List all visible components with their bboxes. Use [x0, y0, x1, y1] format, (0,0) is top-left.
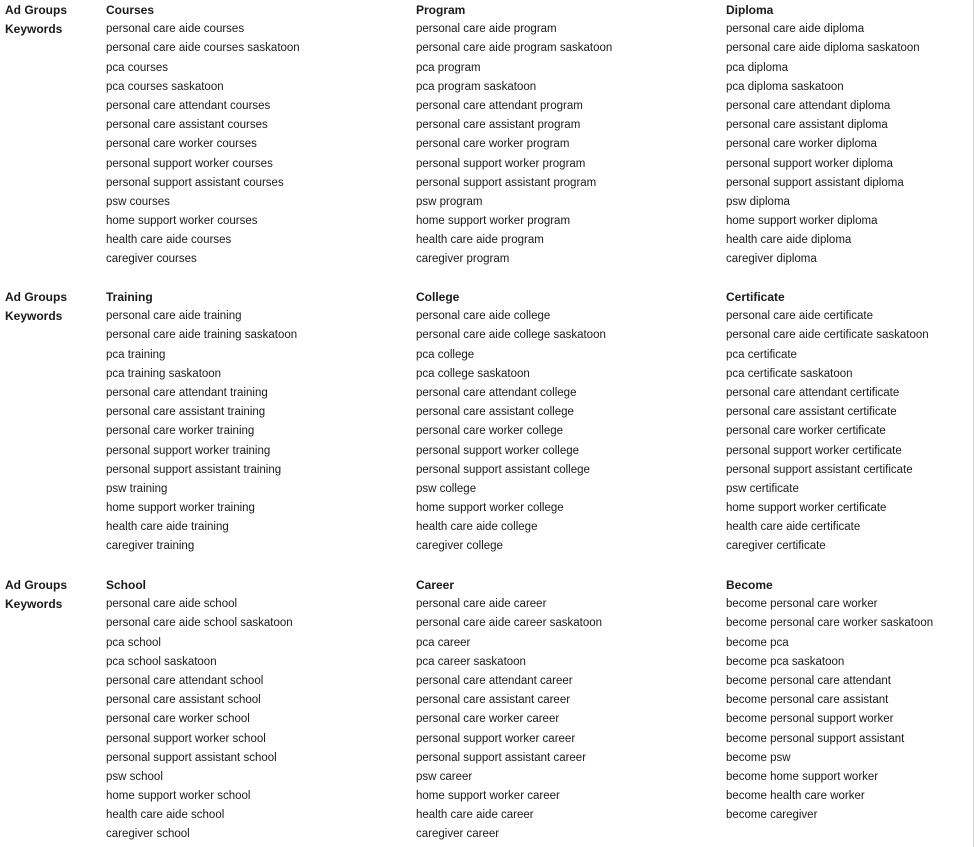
keyword-item: become pca saskatoon — [726, 655, 845, 668]
keyword-item: personal support assistant college — [416, 463, 590, 476]
keyword-item: personal support assistant courses — [106, 176, 284, 189]
keywords-label: Keywords — [5, 309, 63, 324]
keyword-item: pca training — [106, 348, 166, 361]
keyword-item: personal care attendant training — [106, 386, 268, 399]
keyword-item: psw courses — [106, 195, 170, 208]
keyword-item: become personal support worker — [726, 713, 894, 726]
ad-groups-label: Ad Groups — [5, 290, 67, 304]
keyword-item: personal care assistant training — [106, 406, 266, 419]
keyword-item: personal care attendant career — [416, 674, 573, 687]
keyword-item: personal care aide program saskatoon — [416, 42, 613, 55]
keyword-item: health care aide college — [416, 521, 538, 534]
keyword-item: personal care aide college saskatoon — [416, 329, 606, 342]
keyword-item: psw program — [416, 195, 483, 208]
keyword-item: become personal support assistant — [726, 732, 905, 745]
keyword-list — [726, 20, 920, 269]
keyword-item: become personal care worker — [726, 598, 878, 611]
ad-groups-label: Ad Groups — [5, 578, 67, 592]
keyword-item: pca training saskatoon — [106, 367, 222, 380]
keyword-item: personal support worker diploma — [726, 157, 893, 170]
keyword-list — [416, 307, 606, 556]
keyword-item: personal support assistant training — [106, 463, 282, 476]
keyword-item: health care aide training — [106, 521, 229, 534]
ad-groups-label: Ad Groups — [5, 3, 67, 17]
keyword-item: become pca — [726, 636, 789, 649]
keyword-item: personal care attendant school — [106, 674, 264, 687]
keyword-list — [416, 20, 612, 269]
keyword-item: personal care assistant program — [416, 119, 581, 132]
keyword-item: home support worker diploma — [726, 215, 878, 228]
ad-group-title: Program — [416, 3, 466, 17]
keyword-item: health care aide school — [106, 809, 225, 822]
keyword-item: pca certificate — [726, 348, 797, 361]
keyword-item: caregiver courses — [106, 253, 197, 266]
keyword-item: pca college — [416, 348, 475, 361]
ad-group-title: Certificate — [726, 290, 785, 304]
keyword-item: personal care attendant college — [416, 386, 577, 399]
keyword-item: personal care aide diploma saskatoon — [726, 42, 920, 55]
keyword-item: home support worker training — [106, 502, 255, 515]
keyword-item: personal care assistant courses — [106, 119, 268, 132]
keyword-item: personal support worker college — [416, 444, 580, 457]
keyword-item: psw college — [416, 482, 477, 495]
keyword-item: personal support worker certificate — [726, 444, 902, 457]
keyword-item: health care aide diploma — [726, 234, 852, 247]
keyword-item: personal care assistant certificate — [726, 406, 897, 419]
keyword-item: personal support assistant career — [416, 751, 587, 764]
keyword-item: caregiver diploma — [726, 253, 817, 266]
keyword-item: become psw — [726, 751, 791, 764]
keyword-item: personal care aide training — [106, 310, 242, 323]
keyword-item: health care aide program — [416, 234, 544, 247]
keyword-item: personal support assistant diploma — [726, 176, 904, 189]
ad-group-title: Courses — [106, 3, 155, 17]
keyword-item: caregiver training — [106, 540, 195, 553]
keyword-item: become health care worker — [726, 790, 865, 803]
keyword-item: pca career — [416, 636, 471, 649]
keyword-item: caregiver college — [416, 540, 503, 553]
keyword-list — [726, 307, 929, 556]
keyword-item: psw school — [106, 770, 163, 783]
keyword-item: personal support worker program — [416, 157, 586, 170]
keyword-item: personal care aide college — [416, 310, 551, 323]
keyword-item: personal care aide program — [416, 23, 557, 36]
keyword-list — [106, 20, 300, 269]
keyword-item: become personal care attendant — [726, 674, 891, 687]
keyword-item: home support worker certificate — [726, 502, 887, 515]
keyword-item: become home support worker — [726, 770, 879, 783]
keyword-item: psw diploma — [726, 195, 790, 208]
keyword-item: personal care worker certificate — [726, 425, 886, 438]
keyword-item: personal support worker courses — [106, 157, 273, 170]
keyword-item: personal care worker diploma — [726, 138, 877, 151]
keyword-item: pca courses saskatoon — [106, 80, 224, 93]
keyword-item: personal support assistant school — [106, 751, 277, 764]
keyword-item: personal care assistant diploma — [726, 119, 888, 132]
keyword-item: personal care aide career saskatoon — [416, 617, 603, 630]
keyword-item: become personal care worker saskatoon — [726, 617, 934, 630]
keyword-item: pca program — [416, 61, 481, 74]
keyword-item: become personal care assistant — [726, 694, 889, 707]
keyword-item: personal care assistant school — [106, 694, 261, 707]
keyword-item: pca career saskatoon — [416, 655, 526, 668]
keywords-label: Keywords — [5, 597, 63, 612]
keyword-item: personal care aide certificate — [726, 310, 874, 323]
ad-group-title: Career — [416, 578, 455, 592]
ad-group-title: Training — [106, 290, 153, 304]
keyword-item: caregiver career — [416, 828, 500, 841]
keyword-item: personal care attendant certificate — [726, 386, 900, 399]
keyword-item: personal care aide courses — [106, 23, 245, 36]
keyword-item: personal support worker training — [106, 444, 271, 457]
keyword-item: personal support assistant certificate — [726, 463, 913, 476]
keyword-item: personal care worker program — [416, 138, 570, 151]
keyword-item: pca program saskatoon — [416, 80, 537, 93]
keyword-item: personal care attendant program — [416, 99, 583, 112]
keyword-item: personal care worker career — [416, 713, 560, 726]
keyword-item: caregiver program — [416, 253, 510, 266]
keyword-item: personal care aide diploma — [726, 23, 865, 36]
keyword-item: psw career — [416, 770, 473, 783]
keyword-item: personal support worker career — [416, 732, 576, 745]
keyword-item: personal care assistant college — [416, 406, 574, 419]
keyword-item: home support worker college — [416, 502, 564, 515]
keyword-item: personal care aide school — [106, 598, 238, 611]
keyword-item: personal support assistant program — [416, 176, 597, 189]
keyword-item: home support worker career — [416, 790, 560, 803]
keyword-item: caregiver certificate — [726, 540, 826, 553]
keyword-item: personal care aide training saskatoon — [106, 329, 298, 342]
keyword-item: psw certificate — [726, 482, 799, 495]
keyword-item: health care aide career — [416, 809, 534, 822]
keyword-item: personal care worker training — [106, 425, 255, 438]
keyword-item: personal care aide career — [416, 598, 547, 611]
keyword-item: caregiver school — [106, 828, 190, 841]
keyword-item: home support worker courses — [106, 215, 258, 228]
keyword-list — [106, 595, 293, 844]
keyword-list — [416, 595, 602, 844]
keyword-item: home support worker program — [416, 215, 571, 228]
keyword-item: pca diploma — [726, 61, 789, 74]
keyword-item: personal care attendant diploma — [726, 99, 891, 112]
keyword-item: health care aide courses — [106, 234, 232, 247]
keyword-item: psw training — [106, 482, 168, 495]
keyword-item: pca school — [106, 636, 161, 649]
ad-group-title: Become — [726, 578, 773, 592]
keyword-item: personal care aide school saskatoon — [106, 617, 293, 630]
keywords-label: Keywords — [5, 22, 63, 37]
keyword-list — [726, 595, 933, 825]
keyword-item: personal care attendant courses — [106, 99, 271, 112]
keyword-item: become caregiver — [726, 809, 818, 822]
keyword-item: home support worker school — [106, 790, 251, 803]
keyword-item: pca school saskatoon — [106, 655, 217, 668]
keyword-item: pca diploma saskatoon — [726, 80, 844, 93]
keyword-item: personal care aide courses saskatoon — [106, 42, 300, 55]
keyword-item: pca certificate saskatoon — [726, 367, 853, 380]
keyword-item: personal care worker school — [106, 713, 250, 726]
ad-group-title: College — [416, 290, 460, 304]
keyword-item: personal care worker college — [416, 425, 564, 438]
keyword-list — [106, 307, 297, 556]
ad-group-title: Diploma — [726, 3, 774, 17]
keyword-item: pca college saskatoon — [416, 367, 530, 380]
keyword-item: personal care assistant career — [416, 694, 571, 707]
keyword-item: personal support worker school — [106, 732, 266, 745]
ad-group-title: School — [106, 578, 147, 592]
keyword-item: personal care worker courses — [106, 138, 257, 151]
keyword-item: health care aide certificate — [726, 521, 861, 534]
keyword-item: pca courses — [106, 61, 169, 74]
keyword-item: personal care aide certificate saskatoon — [726, 329, 929, 342]
